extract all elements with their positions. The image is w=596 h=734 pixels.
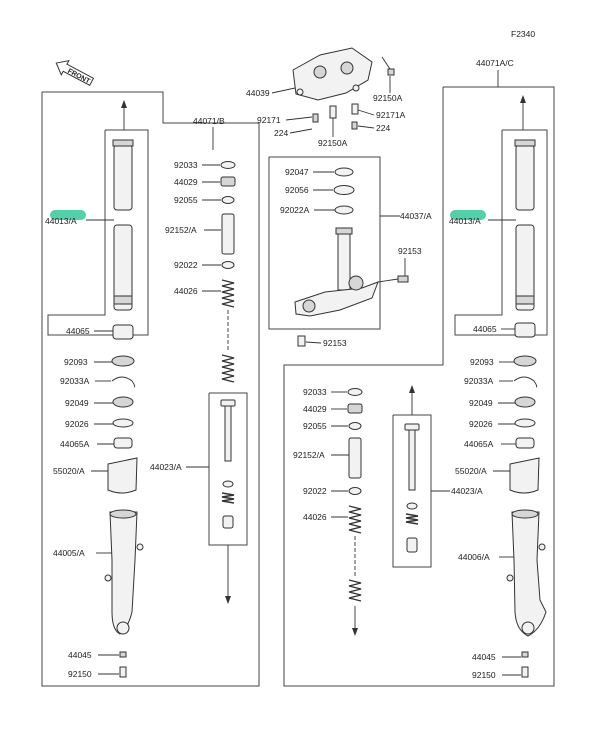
right-label-92033: 92033 [303, 387, 327, 397]
label-92171: 92171 [257, 115, 281, 125]
right-seal-stack [507, 323, 546, 677]
left-label-44065A: 44065A [60, 439, 90, 449]
left-header-label: 44071/B [193, 116, 225, 126]
left-label-44065: 44065 [66, 326, 90, 336]
label-44037A: 44037/A [400, 211, 432, 221]
right-cartridge-labels [293, 387, 349, 522]
left-label-92033A: 92033A [60, 376, 90, 386]
right-label-44026: 44026 [303, 512, 327, 522]
left-label-92022: 92022 [174, 260, 198, 270]
left-label-92026: 92026 [65, 419, 89, 429]
right-label-92055: 92055 [303, 421, 327, 431]
right-label-92152A: 92152/A [293, 450, 325, 460]
label-92153-bottom: 92153 [323, 338, 347, 348]
right-cartridge [348, 389, 362, 637]
right-label-44065A: 44065A [464, 439, 494, 449]
left-seal-stack [105, 325, 143, 677]
right-label-92150: 92150 [472, 670, 496, 680]
label-92150A-lower: 92150A [318, 138, 348, 148]
front-arrow-icon [52, 56, 95, 89]
right-label-92093: 92093 [470, 357, 494, 367]
front-label: FRONT [66, 67, 91, 86]
right-inner-tube-label: 44013/A [449, 216, 481, 226]
label-92022A: 92022A [280, 205, 310, 215]
right-label-92033A: 92033A [464, 376, 494, 386]
right-label-55020A: 55020/A [455, 466, 487, 476]
right-label-44006A: 44006/A [458, 552, 490, 562]
right-label-92026: 92026 [469, 419, 493, 429]
label-92171A: 92171A [376, 110, 406, 120]
label-92047: 92047 [285, 167, 309, 177]
steering-group [246, 48, 432, 348]
right-assembly [284, 58, 554, 686]
label-224-right: 224 [376, 123, 391, 133]
left-label-92033: 92033 [174, 160, 198, 170]
right-label-44045: 44045 [472, 652, 496, 662]
left-label-92055: 92055 [174, 195, 198, 205]
left-label-92093: 92093 [64, 357, 88, 367]
left-inner-tube-label: 44013/A [45, 216, 77, 226]
right-part-labels [455, 324, 521, 680]
label-92056: 92056 [285, 185, 309, 195]
label-224-left: 224 [274, 128, 289, 138]
left-label-44026: 44026 [174, 286, 198, 296]
left-assembly [42, 92, 259, 686]
left-label-55020A: 55020/A [53, 466, 85, 476]
left-cartridge [221, 162, 235, 529]
right-label-92049: 92049 [469, 398, 493, 408]
figure-code: F2340 [511, 29, 536, 39]
left-label-44029: 44029 [174, 177, 198, 187]
left-label-44005A: 44005/A [53, 548, 85, 558]
label-92153-side: 92153 [398, 246, 422, 256]
left-label-92152A: 92152/A [165, 225, 197, 235]
left-cartridge-labels [150, 160, 221, 472]
left-label-92150: 92150 [68, 669, 92, 679]
right-header-label: 44071A/C [476, 58, 514, 68]
left-label-92049: 92049 [65, 398, 89, 408]
right-label-44065: 44065 [473, 324, 497, 334]
left-part-labels [53, 326, 119, 679]
left-label-44045: 44045 [68, 650, 92, 660]
right-label-44023A: 44023/A [451, 486, 483, 496]
right-label-92022: 92022 [303, 486, 327, 496]
right-label-44029: 44029 [303, 404, 327, 414]
left-label-44023A: 44023/A [150, 462, 182, 472]
label-92150A-upper: 92150A [373, 93, 403, 103]
label-44039: 44039 [246, 88, 270, 98]
